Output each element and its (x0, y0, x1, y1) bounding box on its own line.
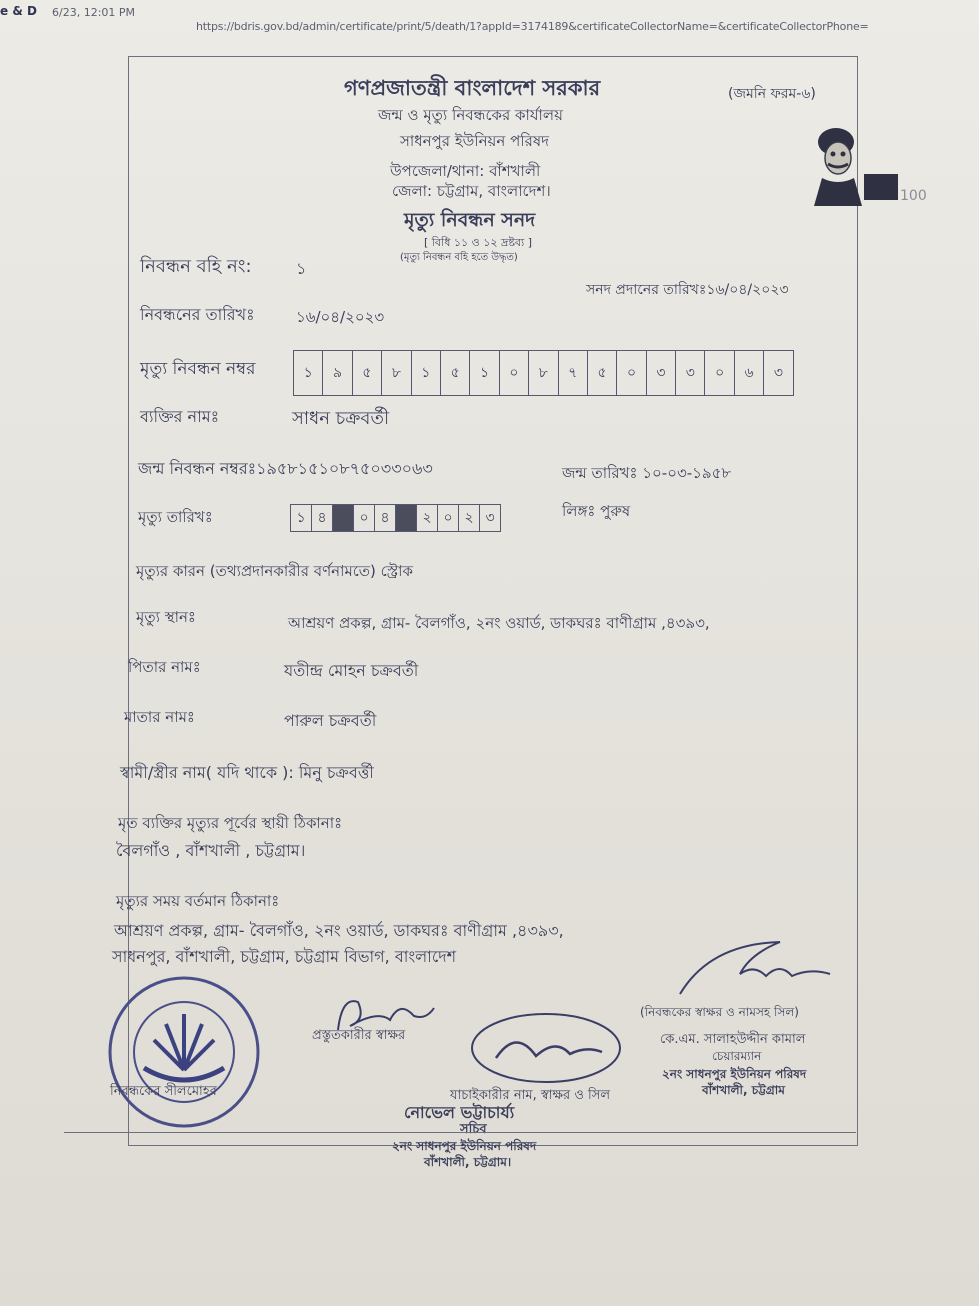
death-reg-digit: ৮ (529, 351, 558, 395)
secretary-title: সচিব (460, 1122, 487, 1137)
death-date-digit: ০ (354, 505, 375, 531)
death-reg-digit: ১ (412, 351, 441, 395)
registrar-union: ২নং সাধনপুর ইউনিয়ন পরিষদ (662, 1067, 807, 1081)
certificate-title: মৃত্যু নিবন্ধন সনদ (404, 209, 536, 231)
death-reg-digit: ৭ (559, 351, 588, 395)
death-reg-digit: ৬ (735, 351, 764, 395)
union-name: সাধনপুর ইউনিয়ন পরিষদ (400, 132, 549, 150)
bottom-divider (64, 1132, 856, 1133)
name-label: ব্যক্তির নামঃ (140, 407, 220, 426)
death-reg-number-box (293, 350, 794, 396)
registrar-place: বাঁশখালী, চট্টগ্রাম (702, 1083, 785, 1097)
book-no-label: নিবন্ধন বহি নং: (140, 256, 252, 277)
print-corner-text: e & D (0, 4, 37, 18)
death-reg-digit: ৫ (441, 351, 470, 395)
father-value: যতীন্দ্র মোহন চক্রবর্তী (284, 661, 419, 680)
upazila: উপজেলা/থানা: বাঁশখালী (390, 162, 541, 180)
cause-of-death: মৃত্যুর কারন (তথ্যপ্রদানকারীর বর্ণনামতে) স্ট্রোক (136, 562, 413, 580)
mother-value: পারুল চক্রবর্তী (284, 711, 377, 730)
present-address-line1: আশ্রয়ণ প্রকল্প, গ্রাম- বৈলগাঁও, ২নং ওয়ার্ড, ডাকঘরঃ বাণীগ্রাম ,৪৩৯৩, (114, 921, 564, 940)
death-date-digit: ১ (291, 505, 312, 531)
date-separator (396, 505, 417, 531)
verifier-signature-icon (466, 1008, 626, 1088)
death-reg-digit: ৯ (323, 351, 352, 395)
date-separator (333, 505, 354, 531)
preparer-label: প্রস্তুতকারীর স্বাক্ষর (312, 1028, 406, 1043)
death-reg-digit: ০ (617, 351, 646, 395)
reg-date-label: নিবন্ধনের তারিখঃ (140, 305, 255, 324)
registrar-title: চেয়ারম্যান (712, 1049, 762, 1063)
print-url: https://bdris.gov.bd/admin/certificate/print/5/death/1?appId=3174189&certificateCollectorName=&certificateCollectorPhone= (196, 20, 869, 33)
registrar-label: (নিবন্ধকের স্বাক্ষর ও নামসহ সিল) (640, 1005, 799, 1019)
seal-label: নিবন্ধকের সীলমোহর (110, 1084, 217, 1099)
death-reg-digit: ১ (294, 351, 323, 395)
mujib-logo-icon (808, 120, 927, 206)
name-value: সাধন চক্রবর্তী (292, 408, 390, 429)
district: জেলা: চট্টগ্রাম, বাংলাদেশ। (392, 182, 551, 200)
print-datetime: 6/23, 12:01 PM (52, 6, 136, 19)
death-reg-digit: ৮ (382, 351, 411, 395)
death-date-digit: ২ (417, 505, 438, 531)
death-date-digit: ৪ (312, 505, 333, 531)
death-place-value: আশ্রয়ণ প্রকল্প, গ্রাম- বৈলগাঁও, ২নং ওয়ার্ড, ডাকঘরঃ বাণীগ্রাম ,৪৩৯৩, (288, 614, 710, 632)
death-reg-digit: ৫ (353, 351, 382, 395)
death-reg-digit: ১ (470, 351, 499, 395)
government-title: গণপ্রজাতন্ত্রী বাংলাদেশ সরকার (344, 76, 601, 100)
death-date-label: মৃত্যু তারিখঃ (138, 508, 213, 526)
death-reg-digit: ০ (705, 351, 734, 395)
death-reg-digit: ৩ (773, 365, 783, 381)
secretary-union: ২নং সাধনপুর ইউনিয়ন পরিষদ (392, 1139, 537, 1153)
birth-date: জন্ম তারিখঃ ১০-০৩-১৯৫৮ (562, 464, 732, 482)
union-seal-icon (104, 972, 264, 1132)
death-reg-digit: ৫ (588, 351, 617, 395)
verifier-label: যাচাইকারীর নাম, স্বাক্ষর ও সিল (450, 1088, 611, 1103)
issue-date: সনদ প্রদানের তারিখঃ১৬/০৪/২০২৩ (586, 282, 789, 298)
secretary-place: বাঁশখালী, চট্টগ্রাম। (424, 1155, 512, 1169)
death-date-box (290, 504, 501, 532)
death-date-digit: ০ (438, 505, 459, 531)
death-date-digit: ৩ (485, 510, 495, 526)
mother-label: মাতার নামঃ (124, 708, 195, 726)
present-address-line2: সাধনপুর, বাঁশখালী, চট্টগ্রাম, চট্টগ্রাম বিভাগ, বাংলাদেশ (112, 947, 457, 966)
death-reg-digit: ৩ (676, 351, 705, 395)
source-note: (মৃত্যু নিবন্ধন বহি হতে উদ্ধৃত) (400, 252, 518, 263)
form-number: (জমনি ফরম-৬) (728, 86, 816, 102)
gender: লিঙ্গঃ পুরুষ (562, 502, 631, 520)
father-label: পিতার নামঃ (128, 658, 201, 676)
registrar-office: জন্ম ও মৃত্যু নিবন্ধকের কার্যালয় (378, 106, 563, 124)
rule-reference: [ বিধি ১১ ও ১২ দ্রষ্টব্য ] (424, 236, 533, 249)
permanent-address-value: বৈলগাঁও , বাঁশখালী , চট্টগ্রাম। (116, 841, 306, 860)
reg-date-value: ১৬/০৪/২০২৩ (296, 308, 385, 326)
book-no-value: ১ (296, 259, 307, 278)
registrar-signature-icon (670, 934, 840, 1004)
permanent-address-label: মৃত ব্যক্তির মৃত্যুর পূর্বের স্থায়ী ঠিকানাঃ (118, 814, 343, 832)
death-reg-digit: ০ (500, 351, 529, 395)
death-reg-label: মৃত্যু নিবন্ধন নম্বর (140, 359, 256, 379)
death-date-digit: ২ (459, 505, 480, 531)
present-address-label: মৃত্যুর সময় বর্তমান ঠিকানাঃ (116, 892, 280, 910)
death-place-label: মৃত্যু স্থানঃ (136, 608, 196, 626)
spouse-name: স্বামী/স্ত্রীর নাম( যদি থাকে ): মিনু চক্রবর্ত্তী (120, 763, 374, 782)
registrar-name: কে.এম. সালাহউদ্দীন কামাল (660, 1032, 806, 1047)
print-header (0, 4, 979, 33)
birth-reg-number: জন্ম নিবন্ধন নম্বরঃ১৯৫৮১৫১০৮৭৫০৩৩০৬৩ (138, 459, 433, 478)
death-reg-digit: ৩ (647, 351, 676, 395)
svg-text:100: 100 (900, 188, 927, 204)
secretary-name: নোভেল ভট্টাচার্য্য (404, 1103, 515, 1122)
death-date-digit: ৪ (375, 505, 396, 531)
